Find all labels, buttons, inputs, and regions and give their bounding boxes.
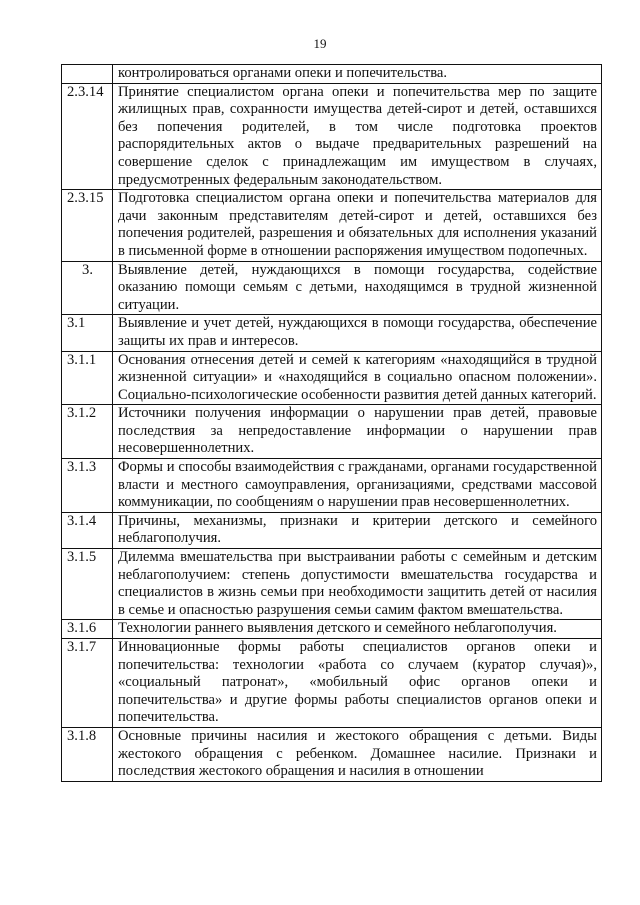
- table-row: [62, 620, 602, 639]
- curriculum-table: [61, 64, 602, 782]
- table-row: [62, 459, 602, 513]
- row-number: 3.1.1: [62, 351, 113, 405]
- row-text: Технологии раннего выявления детского и семейного неблагополучия.: [113, 620, 602, 639]
- row-number: 3.1.6: [62, 620, 113, 639]
- table-row: [62, 315, 602, 351]
- row-number: 3.1.4: [62, 512, 113, 548]
- row-text: Основные причины насилия и жестокого обращения с детьми. Виды жестокого обращения с ребенком. Домашнее насилие. Признаки и последствия жестокого обращения и насилия в отношении: [113, 727, 602, 781]
- table-row: [62, 405, 602, 459]
- row-number: 3.1.3: [62, 459, 113, 513]
- row-text: Источники получения информации о нарушении прав детей, правовые последствия за непредоставление информации о нарушении прав несовершеннолетних.: [113, 405, 602, 459]
- row-number: 3.1: [62, 315, 113, 351]
- row-text: Выявление детей, нуждающихся в помощи государства, содействие оказанию помощи семьям с детьми, находящимся в трудной жизненной ситуации.: [113, 261, 602, 315]
- row-text: Принятие специалистом органа опеки и попечительства мер по защите жилищных прав, сохранности имущества детей-сирот и детей, оставшихся без попечения родителей, в том числе подготовка проектов распорядительных актов о выдаче предварительных разрешений на совершение сделок с принадлежащим им имуществом в случаях, предусмотренных федеральным законодательством.: [113, 83, 602, 190]
- row-text: Формы и способы взаимодействия с гражданами, органами государственной власти и местного самоуправления, организациями, средствами массовой коммуникации, по сообщениям о нарушении прав несовершеннолетних.: [113, 459, 602, 513]
- row-number: 3.: [62, 261, 113, 315]
- table-row: [62, 727, 602, 781]
- row-number: 2.3.15: [62, 190, 113, 261]
- table-row: [62, 549, 602, 620]
- page-number: 19: [313, 36, 327, 51]
- table-row: [62, 190, 602, 261]
- table-row: [62, 83, 602, 190]
- row-number: [62, 65, 113, 84]
- table-row: [62, 261, 602, 315]
- row-number: 2.3.14: [62, 83, 113, 190]
- row-text: контролироваться органами опеки и попечительства.: [113, 65, 602, 84]
- table-row: [62, 351, 602, 405]
- row-text: Дилемма вмешательства при выстраивании работы с семейным и детским неблагополучием: степень допустимости вмешательства государства и специалистов в жизнь семьи при необходимости защитить детей от насилия в семье и опасностью разрушения семьи самим фактом вмешательства.: [113, 549, 602, 620]
- row-number: 3.1.8: [62, 727, 113, 781]
- row-text: Подготовка специалистом органа опеки и попечительства материалов для дачи законным представителям детей-сирот и детей, оставшихся без попечения родителей, разрешения и обязательных для исполнения указаний в письменной форме в отношении распоряжения имуществом подопечных.: [113, 190, 602, 261]
- row-text: Выявление и учет детей, нуждающихся в помощи государства, обеспечение защиты их прав и интересов.: [113, 315, 602, 351]
- row-text: Основания отнесения детей и семей к категориям «находящийся в трудной жизненной ситуации» и «находящийся в социально опасном положении». Социально-психологические особенности развития детей данных категорий.: [113, 351, 602, 405]
- table-row: [62, 65, 602, 84]
- row-number: 3.1.5: [62, 549, 113, 620]
- row-number: 3.1.7: [62, 639, 113, 728]
- table-row: [62, 512, 602, 548]
- row-text: Причины, механизмы, признаки и критерии детского и семейного неблагополучия.: [113, 512, 602, 548]
- row-number: 3.1.2: [62, 405, 113, 459]
- table-row: [62, 639, 602, 728]
- row-text: Инновационные формы работы специалистов органов опеки и попечительства: технологии «работа со случаем (куратор случая)», «социальный патронат», «мобильный офис органов опеки и попечительства» и другие формы работы специалистов органов опеки и попечительства.: [113, 639, 602, 728]
